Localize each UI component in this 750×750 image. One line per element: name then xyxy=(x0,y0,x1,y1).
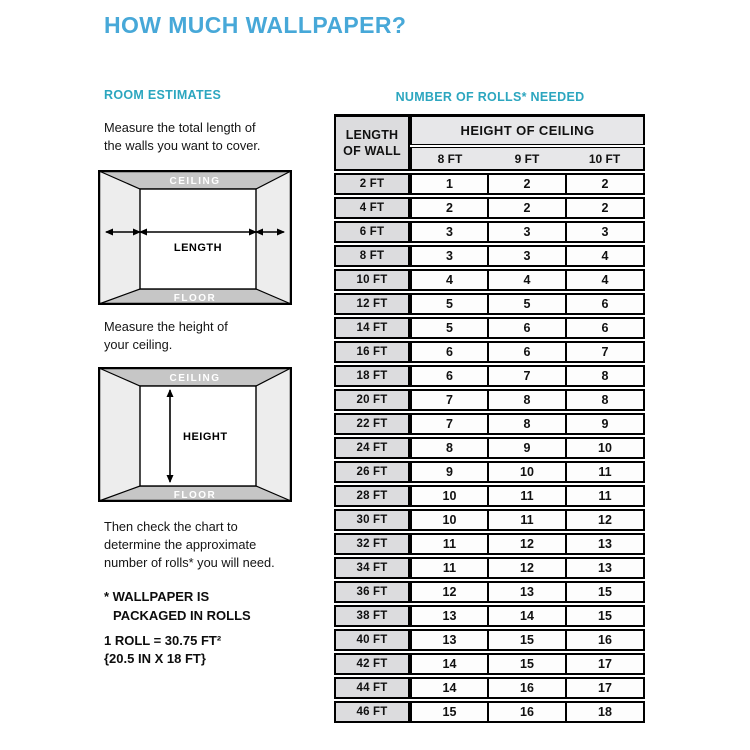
rolls-value-cell: 10 xyxy=(410,485,488,507)
rolls-value-cell: 17 xyxy=(566,653,645,675)
wall-length-cell: 20 FT xyxy=(334,389,410,411)
wall-length-cell: 18 FT xyxy=(334,365,410,387)
table-row xyxy=(334,317,645,339)
rolls-value-cell: 6 xyxy=(566,293,645,315)
table-row xyxy=(334,605,645,627)
table-row xyxy=(334,653,645,675)
rolls-value-cell: 1 xyxy=(410,173,488,195)
rolls-table-heading: NUMBER OF ROLLS* NEEDED xyxy=(395,90,585,104)
wall-length-cell: 28 FT xyxy=(334,485,410,507)
rolls-value-cell: 13 xyxy=(410,605,488,627)
wall-length-cell: 24 FT xyxy=(334,437,410,459)
step3-text: Then check the chart to determine the approximate number of rolls* you will need. xyxy=(104,519,275,570)
rolls-value-cell: 2 xyxy=(566,197,645,219)
rolls-value-cell: 3 xyxy=(410,245,488,267)
rolls-value-cell: 15 xyxy=(488,629,566,651)
table-row xyxy=(334,221,645,243)
wall-length-cell: 30 FT xyxy=(334,509,410,531)
rolls-value-cell: 4 xyxy=(566,245,645,267)
table-row xyxy=(334,413,645,435)
rolls-value-cell: 2 xyxy=(410,197,488,219)
wall-length-cell: 6 FT xyxy=(334,221,410,243)
rolls-value-cell: 7 xyxy=(410,413,488,435)
rolls-value-cell: 6 xyxy=(488,341,566,363)
wall-length-cell: 10 FT xyxy=(334,269,410,291)
rolls-value-cell: 15 xyxy=(566,605,645,627)
back-wall xyxy=(140,189,256,289)
table-row xyxy=(334,701,645,723)
table-row xyxy=(334,437,645,459)
table-row xyxy=(334,557,645,579)
table-row xyxy=(334,389,645,411)
rolls-value-cell: 11 xyxy=(488,509,566,531)
wall-length-cell: 22 FT xyxy=(334,413,410,435)
rolls-value-cell: 8 xyxy=(566,365,645,387)
ceiling-10ft-header: 10 FT xyxy=(566,147,645,171)
rolls-table-body xyxy=(334,173,645,723)
table-row xyxy=(334,293,645,315)
rolls-value-cell: 15 xyxy=(488,653,566,675)
wall-length-cell: 32 FT xyxy=(334,533,410,555)
wall-length-cell: 2 FT xyxy=(334,173,410,195)
rolls-value-cell: 10 xyxy=(488,461,566,483)
rolls-value-cell: 9 xyxy=(488,437,566,459)
rolls-value-cell: 8 xyxy=(488,389,566,411)
rolls-value-cell: 3 xyxy=(488,245,566,267)
rolls-value-cell: 11 xyxy=(566,461,645,483)
rolls-value-cell: 11 xyxy=(566,485,645,507)
rolls-value-cell: 6 xyxy=(410,365,488,387)
rolls-value-cell: 4 xyxy=(410,269,488,291)
wall-length-cell: 14 FT xyxy=(334,317,410,339)
ceiling-9ft-header: 9 FT xyxy=(488,147,566,171)
rolls-value-cell: 16 xyxy=(566,629,645,651)
rolls-value-cell: 5 xyxy=(488,293,566,315)
rolls-value-cell: 18 xyxy=(566,701,645,723)
floor-label: FLOOR xyxy=(173,293,217,304)
ceiling-label: CEILING xyxy=(169,176,221,187)
rolls-value-cell: 2 xyxy=(488,173,566,195)
step1-text: Measure the total length of the walls you want to cover. xyxy=(104,120,261,153)
wall-length-cell: 46 FT xyxy=(334,701,410,723)
rolls-value-cell: 13 xyxy=(410,629,488,651)
table-row xyxy=(334,173,645,195)
table-row xyxy=(334,485,645,507)
wall-length-cell: 38 FT xyxy=(334,605,410,627)
rolls-value-cell: 13 xyxy=(566,533,645,555)
rolls-value-cell: 11 xyxy=(410,557,488,579)
rolls-value-cell: 2 xyxy=(566,173,645,195)
rolls-value-cell: 6 xyxy=(410,341,488,363)
rolls-value-cell: 12 xyxy=(566,509,645,531)
table-row xyxy=(334,461,645,483)
rolls-value-cell: 6 xyxy=(488,317,566,339)
table-row xyxy=(334,245,645,267)
rolls-value-cell: 2 xyxy=(488,197,566,219)
table-row xyxy=(334,341,645,363)
rolls-value-cell: 3 xyxy=(488,221,566,243)
wall-length-cell: 40 FT xyxy=(334,629,410,651)
rolls-value-cell: 6 xyxy=(566,317,645,339)
rolls-value-cell: 5 xyxy=(410,293,488,315)
ceiling-8ft-header: 8 FT xyxy=(410,147,488,171)
step2-text: Measure the height of your ceiling. xyxy=(104,319,228,352)
rolls-value-cell: 14 xyxy=(410,677,488,699)
table-row xyxy=(334,509,645,531)
rolls-value-cell: 9 xyxy=(566,413,645,435)
rolls-value-cell: 7 xyxy=(488,365,566,387)
rolls-value-cell: 14 xyxy=(488,605,566,627)
rolls-value-cell: 12 xyxy=(488,533,566,555)
rolls-value-cell: 17 xyxy=(566,677,645,699)
height-label: HEIGHT xyxy=(183,431,228,443)
wall-length-cell: 36 FT xyxy=(334,581,410,603)
wall-length-cell: 44 FT xyxy=(334,677,410,699)
rolls-value-cell: 16 xyxy=(488,701,566,723)
room-height-diagram xyxy=(98,367,292,502)
rolls-value-cell: 3 xyxy=(566,221,645,243)
table-row xyxy=(334,629,645,651)
rolls-value-cell: 15 xyxy=(410,701,488,723)
table-row xyxy=(334,269,645,291)
wallpaper-rolls-note: * WALLPAPER IS PACKAGED IN ROLLS xyxy=(104,589,251,623)
wall-length-cell: 34 FT xyxy=(334,557,410,579)
ceiling-label: CEILING xyxy=(169,373,221,384)
rolls-value-cell: 8 xyxy=(566,389,645,411)
table-row xyxy=(334,533,645,555)
rolls-value-cell: 8 xyxy=(488,413,566,435)
rolls-value-cell: 11 xyxy=(488,485,566,507)
wall-length-cell: 42 FT xyxy=(334,653,410,675)
wall-length-cell: 8 FT xyxy=(334,245,410,267)
rolls-value-cell: 8 xyxy=(410,437,488,459)
rolls-needed-section xyxy=(334,90,646,725)
rolls-value-cell: 11 xyxy=(410,533,488,555)
length-label: LENGTH xyxy=(173,242,223,254)
wall-length-cell: 12 FT xyxy=(334,293,410,315)
rolls-value-cell: 9 xyxy=(410,461,488,483)
rolls-value-cell: 4 xyxy=(488,269,566,291)
rolls-value-cell: 5 xyxy=(410,317,488,339)
rolls-value-cell: 15 xyxy=(566,581,645,603)
length-of-wall-header: LENGTH OF WALL xyxy=(334,114,410,171)
rolls-value-cell: 16 xyxy=(488,677,566,699)
rolls-table xyxy=(334,112,645,725)
rolls-value-cell: 7 xyxy=(410,389,488,411)
rolls-value-cell: 3 xyxy=(410,221,488,243)
wall-length-cell: 16 FT xyxy=(334,341,410,363)
page-title: HOW MUCH WALLPAPER? xyxy=(104,12,407,38)
table-header-row xyxy=(334,114,645,145)
rolls-value-cell: 12 xyxy=(410,581,488,603)
rolls-value-cell: 10 xyxy=(410,509,488,531)
table-row xyxy=(334,365,645,387)
rolls-value-cell: 13 xyxy=(488,581,566,603)
room-estimates-heading: ROOM ESTIMATES xyxy=(104,88,222,102)
wall-length-cell: 4 FT xyxy=(334,197,410,219)
roll-spec: 1 ROLL = 30.75 FT² {20.5 IN X 18 FT} xyxy=(104,633,222,666)
height-of-ceiling-header: HEIGHT OF CEILING xyxy=(410,114,645,145)
floor-label: FLOOR xyxy=(173,490,217,501)
wall-length-cell: 26 FT xyxy=(334,461,410,483)
rolls-value-cell: 4 xyxy=(566,269,645,291)
table-row xyxy=(334,581,645,603)
rolls-value-cell: 7 xyxy=(566,341,645,363)
rolls-value-cell: 13 xyxy=(566,557,645,579)
rolls-value-cell: 10 xyxy=(566,437,645,459)
room-length-diagram xyxy=(98,170,292,305)
table-row xyxy=(334,677,645,699)
rolls-value-cell: 12 xyxy=(488,557,566,579)
rolls-value-cell: 14 xyxy=(410,653,488,675)
table-row xyxy=(334,197,645,219)
